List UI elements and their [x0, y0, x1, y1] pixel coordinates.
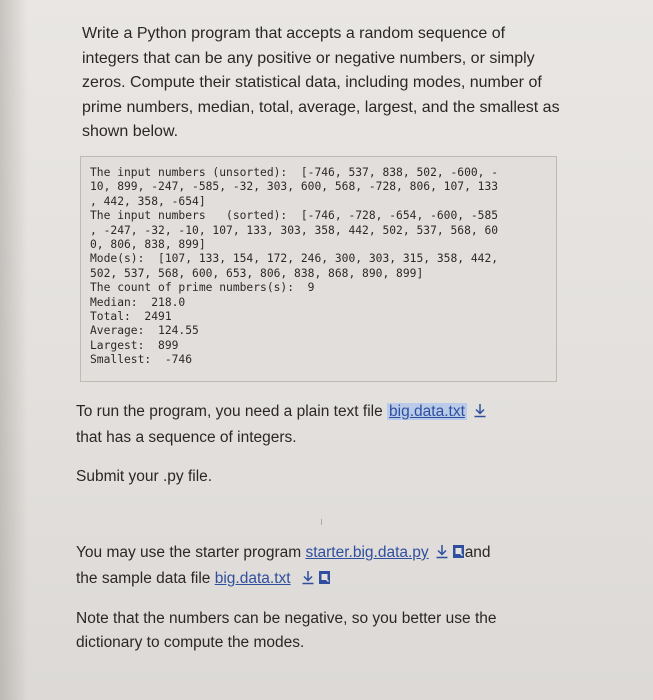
output-line: , 442, 358, -654]	[90, 194, 206, 208]
preview-icon[interactable]	[452, 543, 465, 567]
output-line: Largest: 899	[90, 338, 179, 352]
output-line: Average: 124.55	[90, 324, 199, 338]
output-line: Median: 218.0	[90, 295, 186, 309]
note-paragraph: Note that the numbers can be negative, so you better use the dictionary to compute the modes.	[76, 610, 497, 651]
output-line: Mode(s): [107, 133, 154, 172, 246, 300, 303, 315, 358, 442,	[90, 252, 499, 266]
output-line: 502, 537, 568, 600, 653, 806, 838, 868, 890, 899]	[90, 266, 424, 280]
sample-output-box	[80, 156, 557, 382]
output-line: The input numbers (sorted): [-746, -728, -654, -600, -585	[90, 209, 499, 223]
run-text-after: that has a sequence of integers.	[76, 429, 297, 446]
preview-icon[interactable]	[318, 569, 331, 593]
download-icon[interactable]	[435, 543, 449, 567]
big-data-txt-link[interactable]: big.data.txt	[389, 403, 465, 420]
output-line: 0, 806, 838, 899]	[90, 238, 206, 252]
run-instructions	[76, 400, 551, 450]
submit-instruction: Submit your .py file.	[76, 468, 213, 485]
output-line: Total: 2491	[90, 310, 172, 324]
output-line: , -247, -32, -10, 107, 133, 303, 358, 442, 502, 537, 568, 60	[90, 223, 499, 237]
assignment-prompt: Write a Python program that accepts a random sequence of integers that can be any positive or negative numbers, or simply zeros. Compute their statistical data, including modes, number of prime numbers, median, total, average, largest, and the smallest as shown below.	[82, 25, 560, 140]
download-icon[interactable]	[473, 402, 487, 426]
starter-instructions	[76, 541, 551, 593]
starter-file-link[interactable]: starter.big.data.py	[305, 544, 429, 561]
starter-text-before: You may use the starter program	[76, 544, 306, 561]
sample-data-link[interactable]: big.data.txt	[214, 570, 291, 587]
output-line: Smallest: -746	[90, 353, 193, 367]
output-line: The count of prime numbers(s): 9	[90, 281, 315, 295]
divider-mark	[321, 519, 322, 525]
starter-line2-before: the sample data file	[76, 570, 215, 587]
download-icon[interactable]	[301, 569, 315, 593]
run-text-before: To run the program, you need a plain text file	[76, 403, 388, 420]
page-shadow	[0, 0, 28, 700]
output-line: 10, 899, -247, -585, -32, 303, 600, 568, -728, 806, 107, 133	[90, 180, 499, 194]
and-text: and	[464, 544, 491, 561]
output-line: The input numbers (unsorted): [-746, 537, 838, 502, -600, -	[90, 166, 499, 179]
